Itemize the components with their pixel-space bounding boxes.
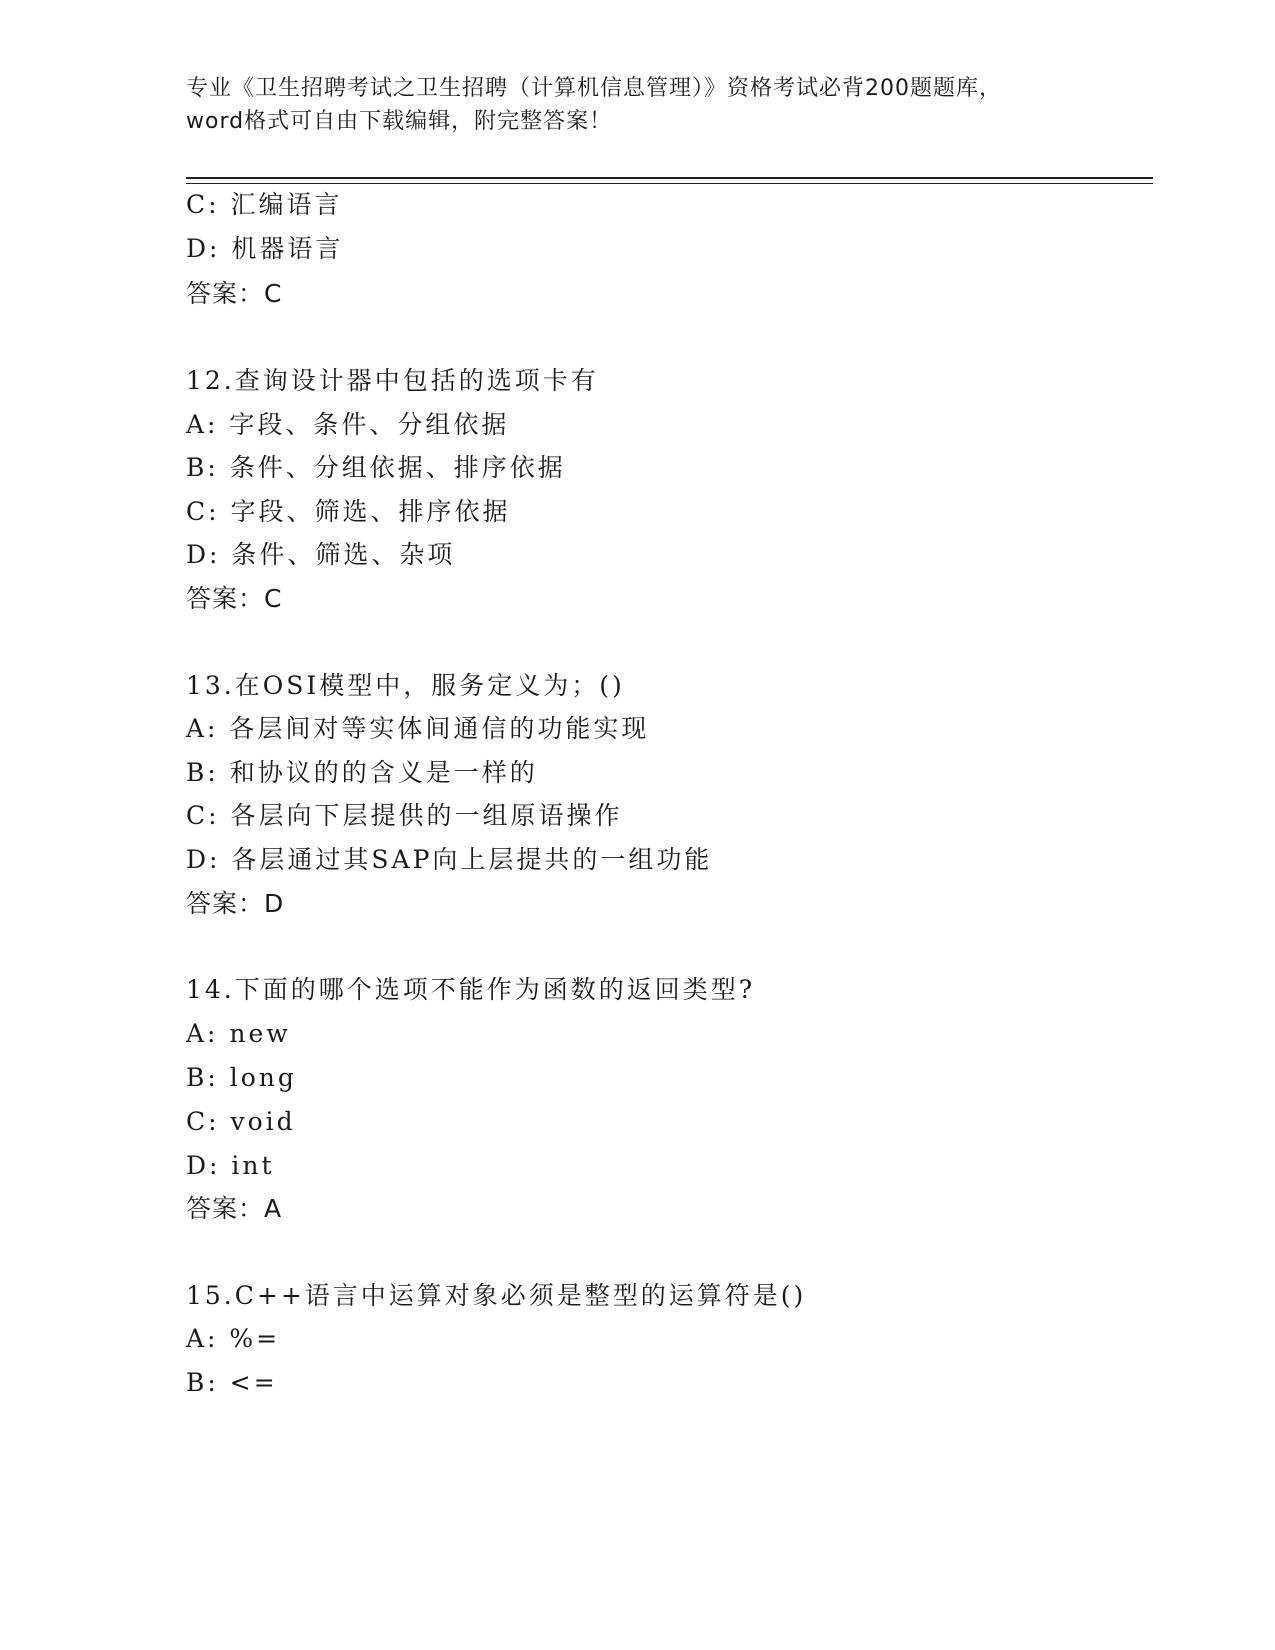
header-title-line-1: 专业《卫生招聘考试之卫生招聘（计算机信息管理）》资格考试必背200题题库，: [186, 76, 1002, 101]
q13-option-b: B: 和协议的的含义是一样的: [186, 758, 538, 787]
q13-question: 13.在OSI模型中，服务定义为；(): [186, 671, 625, 700]
q12-option-a: A: 字段、条件、分组依据: [186, 410, 510, 439]
q14-question: 14.下面的哪个选项不能作为函数的返回类型?: [186, 975, 756, 1004]
q15-option-a: A: %=: [186, 1324, 281, 1353]
q12-option-b: B: 条件、分组依据、排序依据: [186, 453, 566, 482]
q13-answer: 答案：D: [186, 889, 285, 918]
q13-option-c: C: 各层向下层提供的一组原语操作: [186, 801, 623, 830]
q14-option-d: D: int: [186, 1151, 275, 1180]
q14-option-a: A: new: [186, 1019, 291, 1048]
q14-answer: 答案：A: [186, 1194, 283, 1223]
q13-option-d: D: 各层通过其SAP向上层提共的一组功能: [186, 845, 713, 874]
document-header: [186, 72, 1086, 138]
header-divider-thick: [186, 177, 1153, 179]
q12-answer: 答案：C: [186, 584, 283, 613]
header-divider-thin: [186, 183, 1153, 184]
q14-option-c: C: void: [186, 1107, 296, 1136]
q11-option-d: D: 机器语言: [186, 234, 344, 263]
q12-question: 12.查询设计器中包括的选项卡有: [186, 366, 599, 395]
q15-option-b: B: <=: [186, 1368, 278, 1397]
q15-question: 15.C++语言中运算对象必须是整型的运算符是(): [186, 1281, 807, 1310]
q11-option-c: C: 汇编语言: [186, 190, 343, 219]
q13-option-a: A: 各层间对等实体间通信的功能实现: [186, 714, 650, 743]
q14-option-b: B: long: [186, 1063, 297, 1092]
header-title-line-2: word格式可自由下载编辑，附完整答案！: [186, 109, 613, 134]
q11-answer: 答案：C: [186, 279, 283, 308]
q12-option-d: D: 条件、筛选、杂项: [186, 540, 456, 569]
q12-option-c: C: 字段、筛选、排序依据: [186, 497, 511, 526]
